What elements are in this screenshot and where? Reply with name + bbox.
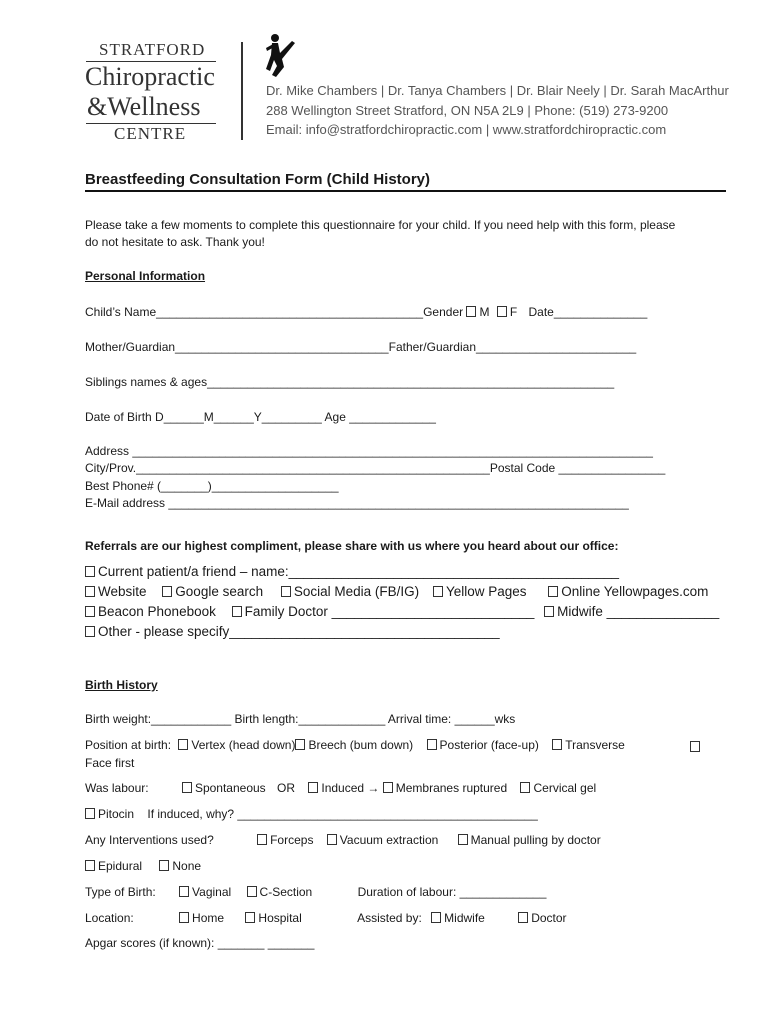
referral-other[interactable] xyxy=(85,624,500,639)
gender-m-label: M xyxy=(479,305,490,319)
header-doctors: Dr. Mike Chambers | Dr. Tanya Chambers | Dr. Blair Neely | Dr. Sarah MacArthur xyxy=(266,83,729,98)
posterior-checkbox[interactable] xyxy=(427,739,437,750)
header-address: 288 Wellington Street Stratford, ON N5A 2L9 | Phone: (519) 273-9200 xyxy=(266,103,669,118)
email-field[interactable]: E-Mail address _____________________________________________________________________ xyxy=(85,496,629,510)
childs-name-row[interactable] xyxy=(85,305,647,319)
title-rule xyxy=(85,190,726,192)
current-patient-label: Current patient/a friend – name:____________________________________________ xyxy=(98,564,619,579)
website-label: Website xyxy=(98,584,147,599)
doctor-assist-label: Doctor xyxy=(531,911,567,925)
pitocin-checkbox[interactable] xyxy=(85,808,95,819)
midwife-referral-label[interactable]: Midwife _______________ xyxy=(557,604,720,619)
online-yellowpages-label: Online Yellowpages.com xyxy=(561,584,709,599)
social-media-label: Social Media (FB/IG) xyxy=(293,584,420,599)
martial-arts-figure-icon xyxy=(262,33,306,79)
google-checkbox[interactable] xyxy=(162,586,172,597)
if-induced-field[interactable]: If induced, why? _____________________________________________ xyxy=(147,807,538,821)
hospital-label: Hospital xyxy=(258,911,302,925)
position-label: Position at birth: xyxy=(85,738,172,752)
referral-row-2 xyxy=(85,584,708,599)
intro-line-2: do not hesitate to ask. Thank you! xyxy=(85,235,265,249)
epidural-label: Epidural xyxy=(98,859,143,873)
gender-f-label: F xyxy=(509,305,518,319)
none-checkbox[interactable] xyxy=(159,860,169,871)
assisted-label: Assisted by: xyxy=(357,911,422,925)
vacuum-label: Vacuum extraction xyxy=(339,833,439,847)
transverse-checkbox[interactable] xyxy=(552,739,562,750)
cervical-gel-checkbox[interactable] xyxy=(520,782,530,793)
home-checkbox[interactable] xyxy=(179,912,189,923)
interventions-row xyxy=(85,833,601,847)
home-label: Home xyxy=(192,911,225,925)
doctor-assist-checkbox[interactable] xyxy=(518,912,528,923)
face-first-label: Face first xyxy=(85,756,135,770)
current-patient-checkbox[interactable] xyxy=(85,566,95,577)
referrals-heading: Referrals are our highest compliment, please share with us where you heard about our office: xyxy=(85,539,619,553)
labour-row xyxy=(85,781,596,795)
location-label: Location: xyxy=(85,911,134,925)
transverse-label: Transverse xyxy=(565,738,625,752)
apgar-field[interactable]: Apgar scores (if known): _______ _______ xyxy=(85,936,315,950)
membranes-checkbox[interactable] xyxy=(383,782,393,793)
social-media-checkbox[interactable] xyxy=(281,586,291,597)
midwife-referral-checkbox[interactable] xyxy=(544,606,554,617)
csection-label: C-Section xyxy=(259,885,313,899)
face-first-checkbox[interactable] xyxy=(690,741,700,752)
family-doctor-checkbox[interactable] xyxy=(232,606,242,617)
vacuum-checkbox[interactable] xyxy=(327,834,337,845)
logo-centre: CENTRE xyxy=(114,124,187,143)
interventions-label: Any Interventions used? xyxy=(85,833,214,847)
city-postal-field[interactable]: City/Prov._____________________________________________________Postal Code ________________ xyxy=(85,461,666,475)
online-yellowpages-checkbox[interactable] xyxy=(548,586,558,597)
google-label: Google search xyxy=(175,584,264,599)
date-field[interactable]: Date______________ xyxy=(528,305,648,319)
spontaneous-label: Spontaneous xyxy=(194,781,266,795)
csection-checkbox[interactable] xyxy=(247,886,257,897)
vertex-checkbox[interactable] xyxy=(178,739,188,750)
spontaneous-checkbox[interactable] xyxy=(182,782,192,793)
midwife-assist-label: Midwife xyxy=(444,911,485,925)
beacon-label: Beacon Phonebook xyxy=(98,604,216,619)
none-label: None xyxy=(172,859,202,873)
labour-label: Was labour: xyxy=(85,781,149,795)
membranes-label: Membranes ruptured xyxy=(395,781,508,795)
mother-father-field[interactable]: Mother/Guardian________________________________Father/Guardian________________________ xyxy=(85,340,637,354)
logo-chiropractic: Chiropractic xyxy=(85,62,215,91)
induced-checkbox[interactable] xyxy=(308,782,318,793)
website-checkbox[interactable] xyxy=(85,586,95,597)
yellow-pages-label: Yellow Pages xyxy=(445,584,527,599)
date-of-birth-field[interactable]: Date of Birth D______M______Y_________ Age _____________ xyxy=(85,410,436,424)
referral-current-patient[interactable] xyxy=(85,564,619,579)
personal-info-heading: Personal Information xyxy=(85,269,206,283)
forceps-checkbox[interactable] xyxy=(257,834,267,845)
breech-checkbox[interactable] xyxy=(295,739,305,750)
induced-label: Induced xyxy=(321,781,365,795)
siblings-field[interactable]: Siblings names & ages_____________________________________________________________ xyxy=(85,375,615,389)
vaginal-label: Vaginal xyxy=(192,885,232,899)
epidural-checkbox[interactable] xyxy=(85,860,95,871)
childs-name-field[interactable]: Child’s Name________________________________________Gender xyxy=(85,305,464,319)
manual-pulling-label: Manual pulling by doctor xyxy=(470,833,601,847)
duration-field[interactable]: Duration of labour: _____________ xyxy=(357,885,547,899)
epidural-row xyxy=(85,859,201,873)
hospital-checkbox[interactable] xyxy=(245,912,255,923)
cervical-gel-label: Cervical gel xyxy=(533,781,597,795)
vertex-label: Vertex (head down) xyxy=(191,738,296,752)
beacon-checkbox[interactable] xyxy=(85,606,95,617)
form-title: Breastfeeding Consultation Form (Child History) xyxy=(85,171,431,188)
best-phone-field[interactable]: Best Phone# (_______)___________________ xyxy=(85,479,339,493)
type-of-birth-row xyxy=(85,885,546,899)
or-label: OR xyxy=(277,781,296,795)
yellow-pages-checkbox[interactable] xyxy=(433,586,443,597)
pitocin-row xyxy=(85,807,538,821)
family-doctor-label[interactable]: Family Doctor ___________________________ xyxy=(244,604,535,619)
birth-history-heading: Birth History xyxy=(85,678,158,692)
birth-weight-field[interactable]: Birth weight:____________ Birth length:_____________ Arrival time: ______wks xyxy=(85,712,516,726)
midwife-assist-checkbox[interactable] xyxy=(431,912,441,923)
logo-wellness: &Wellness xyxy=(87,92,201,121)
type-of-birth-label: Type of Birth: xyxy=(85,885,156,899)
address-field[interactable]: Address ______________________________________________________________________________ xyxy=(85,444,653,458)
intro-line-1: Please take a few moments to complete this questionnaire for your child. If you need help with this form, please xyxy=(85,218,676,232)
referral-row-3 xyxy=(85,604,719,619)
arrow-icon: → xyxy=(367,781,380,795)
forceps-label: Forceps xyxy=(270,833,314,847)
pitocin-label: Pitocin xyxy=(98,807,135,821)
other-checkbox[interactable] xyxy=(85,626,95,637)
vaginal-checkbox[interactable] xyxy=(179,886,189,897)
gender-f-checkbox[interactable] xyxy=(497,306,507,317)
header-divider xyxy=(241,42,243,140)
gender-m-checkbox[interactable] xyxy=(466,306,476,317)
location-row xyxy=(85,911,567,925)
posterior-label: Posterior (face-up) xyxy=(439,738,539,752)
header-contact: Email: info@stratfordchiropractic.com | www.stratfordchiropractic.com xyxy=(266,122,667,137)
other-label[interactable]: Other - please specify____________________________________ xyxy=(98,624,500,639)
position-at-birth-row xyxy=(85,738,625,752)
breech-label: Breech (bum down) xyxy=(308,738,414,752)
logo-stratford: STRATFORD xyxy=(99,40,206,59)
manual-pulling-checkbox[interactable] xyxy=(458,834,468,845)
